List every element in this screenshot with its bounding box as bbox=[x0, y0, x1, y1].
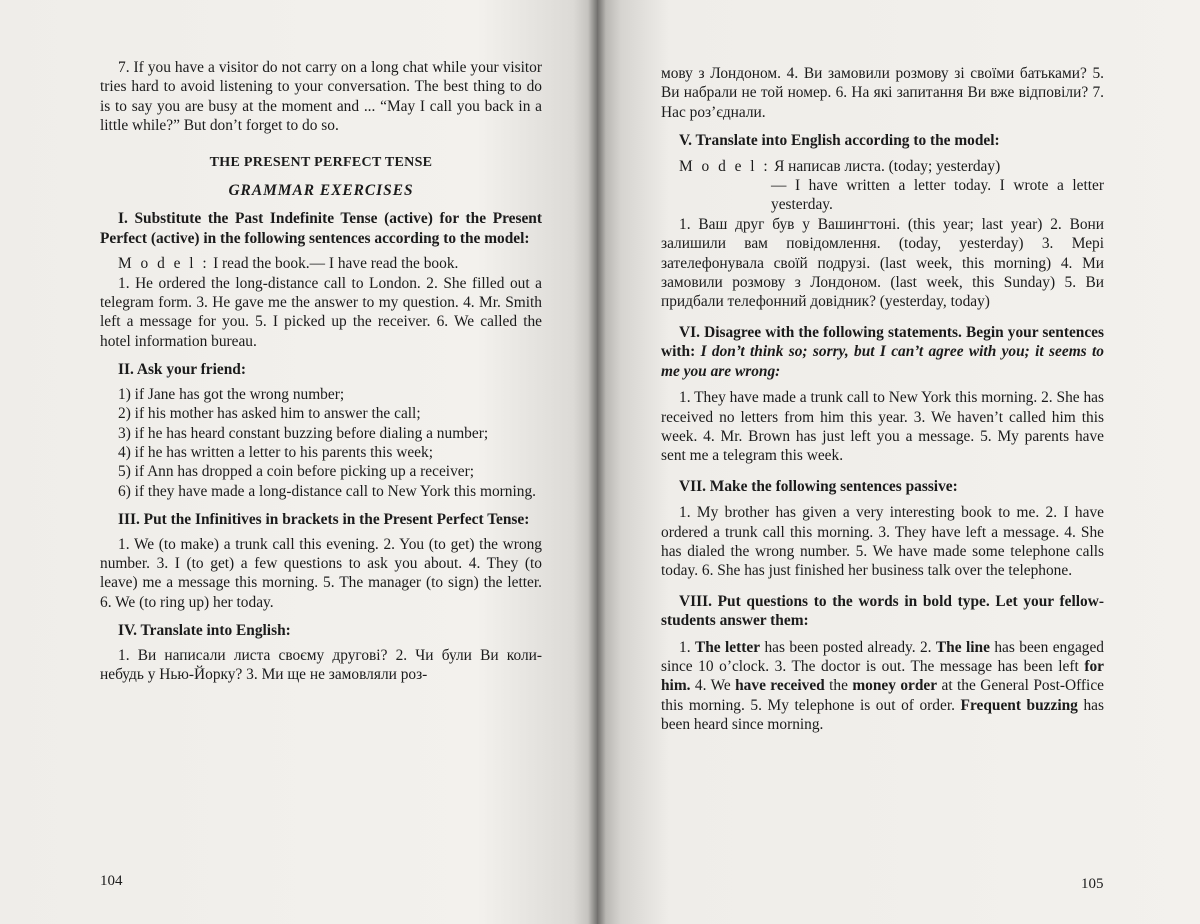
exercise-6-body: 1. They have made a trunk call to New York this morning. 2. She has received no letters from him this year. 3. We haven’t called him this week. 4. Mr. Brown has just left you a message. 5. My parents have sent me a telegram this week. bbox=[661, 389, 1104, 465]
bold-phrase: The letter bbox=[694, 638, 761, 656]
exercise-5-model bbox=[661, 157, 1104, 176]
exercise-4-body: 1. Ви написали листа своєму другові? 2. Чи були Ви коли-небудь у Нью-Йорку? 3. Ми ще не замовляли роз- bbox=[100, 646, 542, 683]
exercise-7-body: 1. My brother has given a very interesting book to me. 2. I have ordered a trunk call this morning. 3. They have left a message. 4. She has dialed the wrong number. 5. We have made some telephone calls today. 6. She has just finished her business talk over the telephone. bbox=[661, 504, 1104, 580]
exercise-2-item: 5) if Ann has dropped a coin before picking up a receiver; bbox=[118, 463, 474, 481]
exercise-2-item: 3) if he has heard constant buzzing before dialing a number; bbox=[118, 424, 489, 442]
exercise-1-model bbox=[100, 254, 542, 273]
exercise-5-model-answer: — I have written a letter today. I wrote a letter yesterday. bbox=[771, 177, 1104, 214]
text-run: at the General Post-Office this morning. 5. My telephone is out of order. bbox=[661, 677, 1104, 714]
text-run: the bbox=[824, 677, 853, 695]
exercise-8-title: VIII. Put questions to the words in bold type. Let your fellow-students answer them: bbox=[661, 592, 1104, 630]
exercise-2-item: 6) if they have made a long-distance call to New York this morning. bbox=[118, 482, 537, 500]
model-text: Я написав листа. (today; yesterday) bbox=[774, 157, 1001, 175]
exercise-6-title-phrases: I don’t think so; sorry, but I can’t agree with you; it seems to me you are wrong: bbox=[661, 343, 1104, 380]
exercise-4-title: IV. Translate into English: bbox=[118, 622, 291, 640]
bold-phrase: have received bbox=[735, 677, 825, 695]
exercise-3-body: 1. We (to make) a trunk call this evening. 2. You (to get) the wrong number. 3. I (to get) a few questions to ask you about. 4. They (to leave) me a message this morning. 5. The manager (to sign) the letter. 6. We (to ring up) her today. bbox=[100, 535, 542, 611]
left-page bbox=[0, 0, 597, 924]
bold-phrase: for him. bbox=[661, 657, 1104, 695]
text-run: 1. bbox=[679, 638, 695, 656]
exercise-6-title-text: VI. Disagree with the following statements. Begin your sentences with: bbox=[661, 323, 1104, 361]
text-run: 4. We bbox=[690, 677, 736, 695]
exercise-4-continued: мову з Лондоном. 4. Ви замовили розмову зі своїми батьками? 5. Ви набрали не той номер. 6. На які запитання Ви вже відповіли? 7. Нас роз’єднали. bbox=[661, 65, 1104, 121]
exercise-5-body: 1. Ваш друг був у Вашингтоні. (this year; last year) 2. Вони залишили вам повідомлення. (today, yesterday) 3. Мері зателефонувала своїй подрузі. (last week, this morning) 4. Ми замовили розмову з Лондоном. (last week, this Sunday) 5. Ви придбали телефонний довідник? (yesterday, today) bbox=[661, 215, 1104, 311]
right-page bbox=[597, 0, 1200, 924]
exercise-2-title: II. Ask your friend: bbox=[118, 361, 246, 379]
item-7-paragraph: 7. If you have a visitor do not carry on a long chat while your visitor tries hard to avoid listening to your conversation. The best thing to do is to say you are busy at the moment and ... “May I call you back in a little while?” But don’t forget to do so. bbox=[100, 59, 542, 135]
exercise-3-title: III. Put the Infinitives in brackets in the Present Perfect Tense: bbox=[118, 511, 530, 529]
exercise-2-item: 2) if his mother has asked him to answer the call; bbox=[118, 405, 421, 423]
model-label: M o d e l : bbox=[679, 157, 771, 175]
exercise-7-title: VII. Make the following sentences passive: bbox=[679, 477, 958, 495]
exercise-1-body: 1. He ordered the long-distance call to London. 2. She filled out a telegram form. 3. He gave me the answer to my question. 4. Mr. Smith left a message for you. 5. I picked up the receiver. 6. We called the hotel information bureau. bbox=[100, 274, 542, 350]
bold-phrase: The line bbox=[935, 638, 990, 656]
bold-phrase: money order bbox=[852, 677, 938, 695]
section-heading: THE PRESENT PERFECT TENSE bbox=[209, 154, 433, 170]
right-column bbox=[661, 64, 1104, 735]
exercise-6-title bbox=[661, 323, 1104, 381]
book-gutter-shadow bbox=[588, 0, 606, 924]
text-run: has been heard since morning. bbox=[661, 696, 1104, 734]
exercise-2-item: 4) if he has written a letter to his parents this week; bbox=[118, 443, 433, 461]
model-text: I read the book.— I have read the book. bbox=[213, 255, 459, 273]
page-number: 105 bbox=[1081, 876, 1104, 892]
exercise-2-item: 1) if Jane has got the wrong number; bbox=[118, 385, 345, 403]
text-run: has been posted already. 2. bbox=[760, 638, 936, 656]
text-run: has been engaged since 10 o’clock. 3. The doctor is out. The message has been left bbox=[661, 638, 1105, 675]
page-number: 104 bbox=[100, 873, 123, 889]
bold-phrase: Frequent buzzing bbox=[960, 696, 1078, 714]
exercise-1-title: I. Substitute the Past Indefinite Tense (active) for the Present Perfect (active) in the following sentences according to the model: bbox=[100, 210, 542, 247]
model-label: M o d e l : bbox=[118, 255, 210, 273]
exercise-8-body bbox=[661, 638, 1104, 735]
section-subheading: GRAMMAR EXERCISES bbox=[228, 182, 414, 200]
exercise-5-title: V. Translate into English according to the model: bbox=[679, 132, 1000, 150]
left-column bbox=[100, 58, 542, 684]
